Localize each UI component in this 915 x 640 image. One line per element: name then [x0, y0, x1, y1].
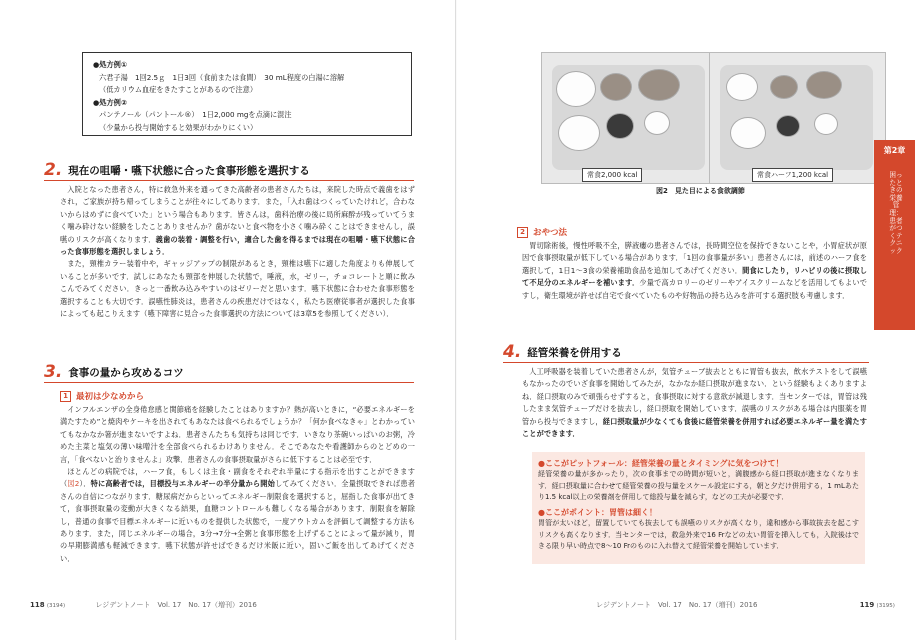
section-number: 3.	[44, 362, 63, 382]
figure-caption: 図2 見た目による食欲調節	[656, 187, 745, 195]
section-title: 現在の咀嚼・嚥下状態に合った食事形態を選択する	[68, 164, 310, 177]
figure-ref: 図2	[67, 479, 80, 489]
journal-title: レジデントノート Vol. 17 No. 17（増刊）2016	[596, 601, 758, 609]
footer-right	[596, 600, 895, 610]
dish	[600, 73, 632, 101]
section-4-heading	[503, 342, 622, 362]
dish	[606, 113, 634, 139]
prescription-line: パンテノール（パントール®） 1日2,000 mgを点滴に混注	[99, 110, 292, 120]
subsection-number: 1	[60, 391, 71, 402]
meal-photo-regular	[541, 52, 718, 184]
dish	[814, 113, 838, 135]
page-number: 118	[30, 601, 45, 609]
paragraph: 胃切除術後，慢性呼吸不全，膵液瘻の患者さんでは，長時間空位を保持できないことや，小胃症状が原因で食事摂取量が低下している場合があります．「1回の食事量が多い」患者さんには，前述のハーフ食を選択して，1日1～3食の栄養補助食品を追加してあげてください．間食にしたり，リハビリの後に摂取して不足分のエネルギーを補います．少量で高カロリーのゼリーやアイスクリームなどを活用してもよいですし，衛生環境が許せば自宅で食べていたものや好物品の持ち込みを許可する選択肢も考慮します．	[522, 241, 867, 300]
subsection-heading	[60, 390, 144, 402]
subsection-title: おやつ法	[533, 228, 568, 238]
section-divider	[503, 362, 869, 363]
dish	[556, 71, 596, 107]
subsection-title: 最初は少なめから	[76, 392, 145, 402]
section-4-body	[522, 366, 867, 446]
prescription-box	[82, 52, 412, 136]
chapter-description: 困ったときの栄養管理：患者がつくテクニック	[889, 171, 903, 255]
callout-heading: ●ここがポイント：胃管は細く！	[538, 508, 657, 517]
journal-title: レジデントノート Vol. 17 No. 17（増刊）2016	[95, 601, 257, 609]
prescription-line: ●処方例①	[93, 60, 127, 69]
subsection-heading	[517, 226, 567, 238]
section-3-body	[60, 404, 415, 590]
dish	[638, 69, 680, 101]
subsection-number: 2	[517, 227, 528, 238]
prescription-line: （少量から投与開始すると効果がわかりにくい）	[99, 122, 258, 132]
dish	[558, 115, 600, 151]
paragraph: ほとんどの病院では，ハーフ食，もしくは主食・副食をそれぞれ半量にする指示を出すことができます（図2）．特に高齢者では，目標投与エネルギーの半分量から開始してみてください．全量摂取できれば患者さんの自信につながります．糖尿病だからといってエネルギー制限食を選択すると，屈指した食事が出てきて，食事摂取量の変動が大きくなる結果，血糖コントロールも難しくなる場合があります．制限食を解除し，普通の食事で目標エネルギーに近いものを提供した状態で，一度アウトカムを評価して調整する方法もあります．また，同じエネルギーの場合，3分→7分→全粥と食事形態を上げずることによって量が減り，胃の早期膨満感も軽減できます．嚥下状態が許せばできるだけ米飯に近い，固いご飯を出してあげてください．	[60, 467, 415, 563]
chapter-label: 第2章	[883, 146, 906, 155]
section-title: 経管栄養を併用する	[527, 346, 622, 359]
photo-caption: 常食ハーフ1,200 kcal	[752, 168, 833, 182]
page-subnumber: (3195)	[876, 603, 895, 609]
paragraph: また，頸椎カラー装着中や，ギャッジアップの制限があるとき，頸椎は嚥下に適した角度よりも伸展していることが多いです．試しにあなたも頸部を伸展した状態で，唾液，水，ゼリー，チョコレートと順に飲みこんでみてください．きっと一番飲み込みやすいのはゼリーだと思います．嚥下状態に合わせた食事形態を選択することも大切です．誤嚥性肺炎は，患者さんの疾患だけではなく，私たち医療従事者が選択した食事によっても起こりえます（嚥下障害に見合った食事選択の方法については3章5を参照してください）．	[60, 259, 415, 319]
page-subnumber: (3194)	[46, 603, 66, 609]
tray	[552, 65, 705, 170]
section-divider	[44, 180, 414, 181]
prescription-line: （低カリウム血症をきたすことがあるので注意）	[99, 85, 258, 95]
photo-caption: 常食2,000 kcal	[582, 168, 642, 182]
dish	[776, 115, 800, 137]
callout-box	[532, 452, 865, 564]
callout-content	[538, 458, 859, 553]
section-number: 4.	[503, 342, 522, 362]
prescription-line: 六君子湯 1回2.5ｇ 1日3回（食前または食間） 30 mL程度の白湯に溶解	[99, 72, 345, 82]
section-2-heading	[44, 160, 310, 180]
paragraph: 入院となった患者さん，特に救急外来を通ってきた高齢者の患者さんたちは，来院した時点で義歯をはずされ，ご家族が持ち帰ってしまうことが往々にしてあります．また，「入れ歯はつくっていたけれど，合わないからはめずに食べていた」という場合もあります．皆さんは，歯科治療の後に局所麻酔が残っていてうまく噛み砕けない経験をしたことありませんか？歯がないと食べ物を小さく噛み砕くことはできませんし，誤嚥のリスクが高くなります．義歯の装着・調整を行い，適合した歯を得るまでは現在の咀嚼・嚥下状態に合った食事形態を選択しましょう．	[60, 185, 415, 257]
callout-text: 経管栄養の量が多かったり，次の食事までの時間が短いと，満腹感から経口摂取が進まなくなります．経口摂取量に合わせて経管栄養の投与量をスケール設定にする，朝と夕だけ併用する，1 mLあたり1.5 kcal以上の栄養剤を併用して総投与量を減らす，などの工夫が必要です．	[538, 470, 859, 502]
section-2-body	[60, 184, 415, 346]
dish	[644, 111, 670, 135]
section-divider	[44, 382, 414, 383]
dish	[730, 117, 766, 149]
left-page	[0, 0, 456, 640]
meal-photo-half	[709, 52, 886, 184]
callout-heading: ●ここがピットフォール：経管栄養の量とタイミングに気をつけて！	[538, 459, 784, 468]
footer-left	[30, 600, 257, 610]
prescription-line: ●処方例②	[93, 97, 127, 107]
paragraph: インフルエンザの全身倦怠感と関節痛を経験したことはありますか？熱が高いときに，“必要エネルギーを満たすため”と焼肉やケーキを出されてもあなたは食べられるでしょうか？「何か食べなきゃ」とわかっていてもなかなか箸が進まないですよね．患者さんたちも気持ちは同じです．いきなり茶碗いっぱいのお粥，冷めた主菜と塩気の薄い味噌汁を全部食べられるわけありません．そこであなたや看護師からのとどめの一言，「食べないと治りませんよ」攻撃．患者さんの食事摂取量がさらに低下することは必至です．	[60, 405, 415, 464]
section-3-heading	[44, 362, 184, 382]
section-title: 食事の量から攻めるコツ	[68, 366, 184, 379]
snacks-body	[522, 240, 867, 318]
page-number: 119	[859, 601, 875, 609]
section-number: 2.	[44, 160, 63, 180]
callout-text: 胃管が太いほど，留置していても抜去しても誤嚥のリスクが高くなり，違和感から事故抜去を起こすリスクも高くなります．当センターでは，救急外来で16 Frなどの太い胃管を挿入しても，入院後はできる限り早い時点で8～10 Frのものに入れ替えて経管栄養を開始しています．	[538, 519, 859, 551]
dish	[806, 71, 842, 99]
paragraph: 人工呼吸器を装着していた患者さんが，気管チューブ抜去とともに胃管も抜去，飲水テストをして誤嚥もなかったのでいざ食事を開始してみたが，なかなか経口摂取が進まない．という経験もよくありますよね．経口摂取のみで頑張らせずすると，食事摂取に対する意欲が減退します．当センターでは，胃管は残したまま気管チューブだけを抜去し，経口摂取を開始しています．誤嚥のリスクがある場合は内服薬を胃管から投与できますし，経口摂取量が少なくても食後に経管栄養を併用すれば必要エネルギー量を満たすことができます．	[522, 367, 867, 439]
dish	[726, 73, 758, 101]
tray	[720, 65, 873, 170]
dish	[770, 75, 798, 99]
